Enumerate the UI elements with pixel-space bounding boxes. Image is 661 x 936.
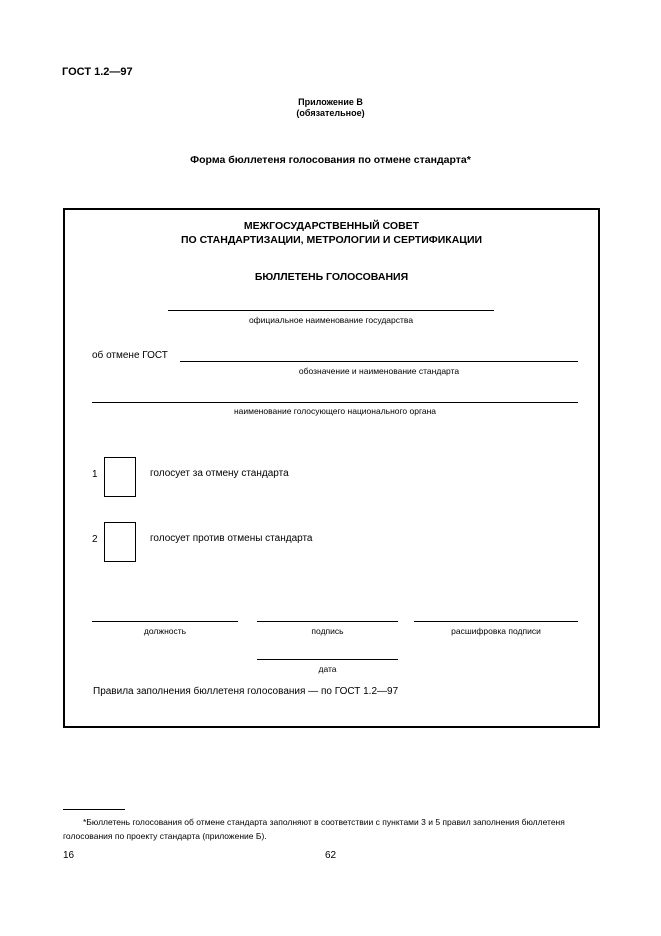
gost-line[interactable] [180, 361, 578, 362]
state-name-caption: официальное наименование государства [248, 315, 414, 325]
position-line[interactable] [92, 621, 238, 622]
voting-body-caption: наименование голосующего национального органа [233, 406, 437, 416]
signature-decode-caption: расшифровка подписи [451, 626, 541, 636]
ballot-heading: БЮЛЛЕТЕНЬ ГОЛОСОВАНИЯ [254, 271, 409, 283]
form-title: Форма бюллетеня голосования по отмене стандарта* [190, 154, 471, 166]
gost-label: об отмене ГОСТ [92, 350, 168, 361]
position-caption: должность [143, 626, 187, 636]
filling-rules-reference: Правила заполнения бюллетеня голосования — по ГОСТ 1.2—97 [93, 686, 399, 697]
page-number-center: 62 [324, 850, 337, 861]
ballot-frame [63, 208, 600, 728]
signature-decode-line[interactable] [414, 621, 578, 622]
footnote: *Бюллетень голосования об отмене стандарта заполняют в соответствии с пунктами 3 и 5 правил заполнения бюллетеня голосования по проекту стандарта (приложение Б). [63, 817, 565, 841]
signature-line[interactable] [257, 621, 398, 622]
footnote-divider [63, 809, 125, 810]
option-1-label: голосует за отмену стандарта [150, 468, 289, 479]
option-2-checkbox[interactable] [104, 522, 136, 562]
appendix-status: (обязательное) [296, 108, 365, 118]
date-caption: дата [318, 664, 337, 674]
page-number-left: 16 [63, 850, 75, 861]
date-line[interactable] [257, 659, 398, 660]
option-2-label: голосует против отмены стандарта [150, 533, 313, 544]
gost-caption: обозначение и наименование стандарта [298, 366, 460, 376]
appendix-title: Приложение В [298, 97, 363, 107]
signature-caption: подпись [311, 626, 344, 636]
state-name-line[interactable] [168, 310, 494, 311]
option-1-number: 1 [92, 469, 98, 480]
council-name-line1: МЕЖГОСУДАРСТВЕННЫЙ СОВЕТ [243, 220, 420, 232]
document-code: ГОСТ 1.2—97 [62, 66, 133, 78]
voting-body-line[interactable] [92, 402, 578, 403]
option-2-number: 2 [92, 534, 98, 545]
council-name-line2: ПО СТАНДАРТИЗАЦИИ, МЕТРОЛОГИИ И СЕРТИФИКАЦИИ [180, 234, 483, 246]
option-1-checkbox[interactable] [104, 457, 136, 497]
